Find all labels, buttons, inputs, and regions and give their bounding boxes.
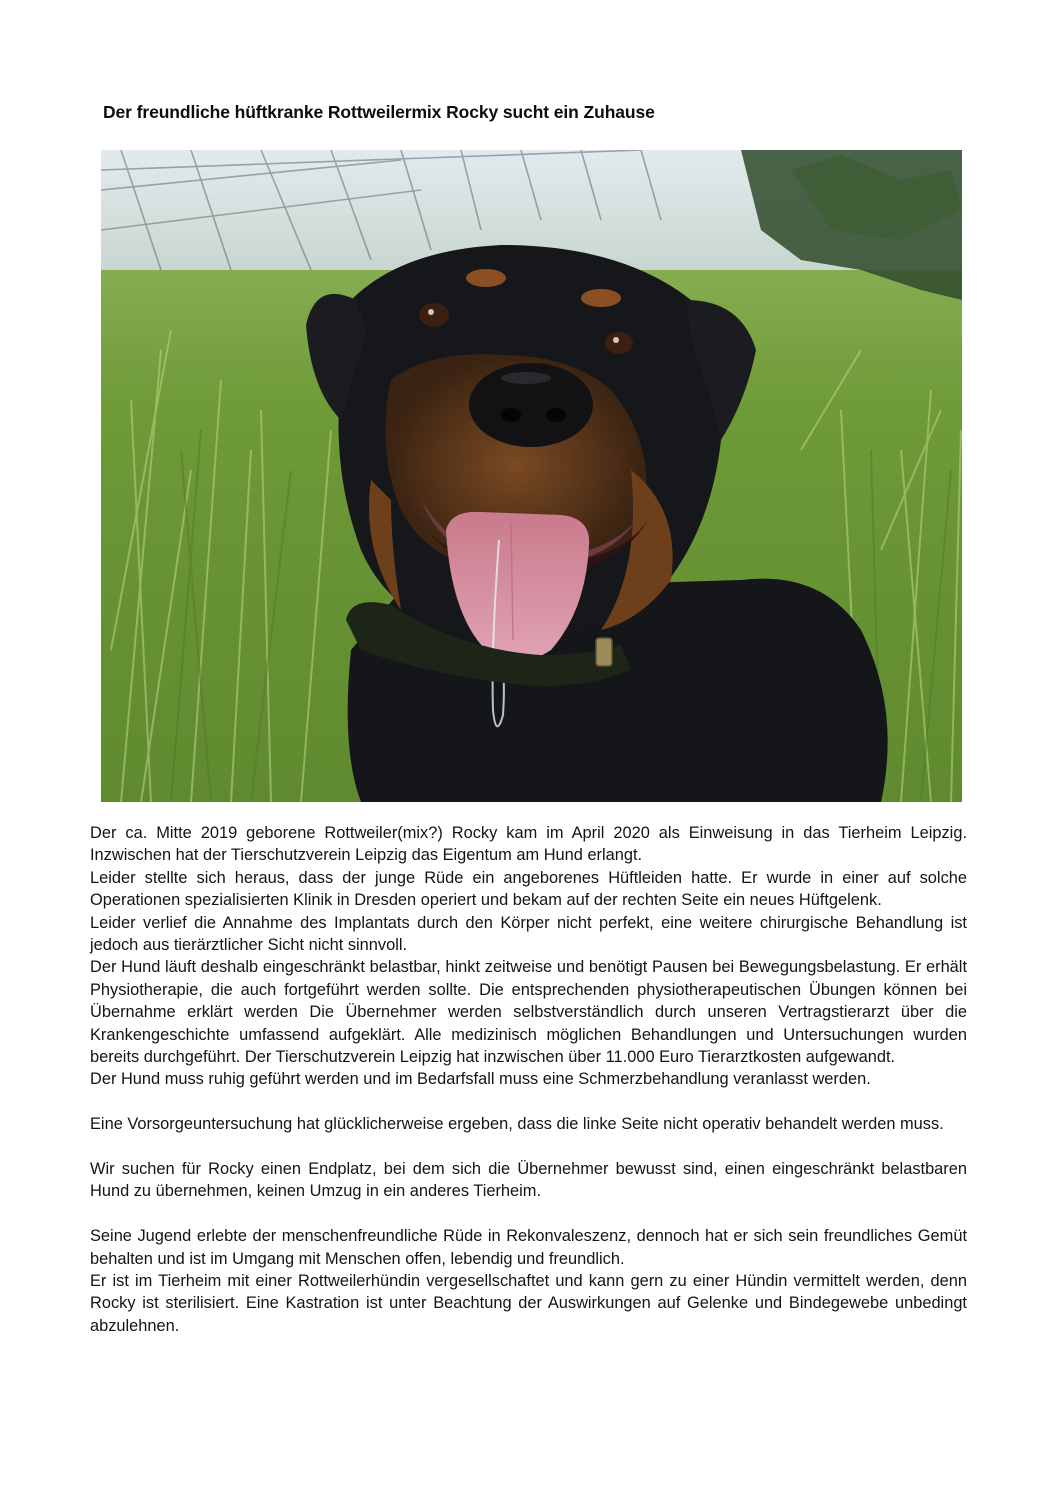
paragraph-character: Seine Jugend erlebte der menschenfreundliche Rüde in Rekonvaleszenz, dennoch hat er sich sein freundliches Gemüt behalten und ist im Umgang mit Menschen offen, lebendig und freundlich.	[90, 1227, 967, 1268]
paragraph-handling: Der Hund muss ruhig geführt werden und im Bedarfsfall muss eine Schmerzbehandlung veranlasst werden.	[90, 1070, 871, 1089]
paragraph-limitations: Der Hund läuft deshalb eingeschränkt belastbar, hinkt zeitweise und benötigt Pausen bei Bewegungsbelastung. Er erhält Physiotherapie, die auch fortgeführt werden sollte. Die entsprechenden physiotherapeutischen Übungen können bei Übernahme erklärt werden Die Übernehmer werden selbstverständlich durch unseren Vertragstierarzt über die Krankengeschichte umfassend aufgeklärt. Alle medizinisch möglichen Behandlungen und Untersuchungen wurden bereits durchgeführt. Der Tierschutzverein Leipzig hat inzwischen über 11.000 Euro Tierarztkosten aufgewandt.	[90, 958, 967, 1067]
paragraph-search: Wir suchen für Rocky einen Endplatz, bei dem sich die Übernehmer bewusst sind, einen eingeschränkt belastbaren Hund zu übernehmen, keinen Umzug in ein anderes Tierheim.	[90, 1160, 967, 1201]
paragraph-implant: Leider verlief die Annahme des Implantats durch den Körper nicht perfekt, eine weitere chirurgische Behandlung ist jedoch aus tierärztlicher Sicht nicht sinnvoll.	[90, 913, 967, 955]
article-body	[90, 822, 967, 1337]
paragraph-compatibility: Er ist im Tierheim mit einer Rottweilerhündin vergesellschaftet und kann gern zu einer Hündin vermittelt werden, denn Rocky ist sterilisiert. Eine Kastration ist unter Beachtung der Auswirkungen auf Gelenke und Bindegewebe unbedingt abzulehnen.	[90, 1272, 967, 1335]
dog-photo	[101, 150, 962, 802]
page-title: Der freundliche hüftkranke Rottweilermix Rocky sucht ein Zuhause	[103, 102, 655, 122]
rottweiler-illustration	[101, 150, 962, 802]
paragraph-intro: Der ca. Mitte 2019 geborene Rottweiler(mix?) Rocky kam im April 2020 als Einweisung in das Tierheim Leipzig. Inzwischen hat der Tierschutzverein Leipzig das Eigentum am Hund erlangt.	[90, 824, 967, 865]
paragraph-hip-condition: Leider stellte sich heraus, dass der junge Rüde ein angeborenes Hüftleiden hatte. Er wurde in einer auf solche Operationen spezialisierten Klinik in Dresden operiert und bekam auf der rechten Seite ein neues Hüftgelenk.	[90, 868, 967, 910]
paragraph-checkup: Eine Vorsorgeuntersuchung hat glücklicherweise ergeben, dass die linke Seite nicht operativ behandelt werden muss.	[90, 1115, 944, 1134]
